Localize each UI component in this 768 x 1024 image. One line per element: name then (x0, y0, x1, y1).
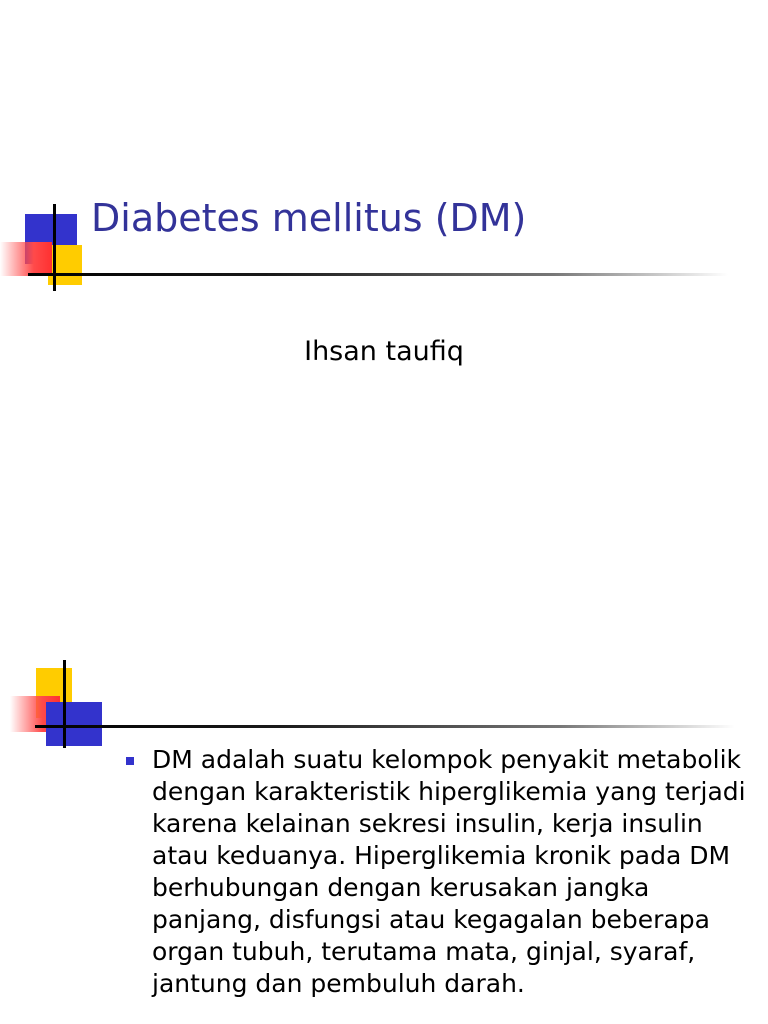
motif-red-square (0, 242, 52, 276)
motif-vertical-line (53, 204, 56, 291)
bullet-list (120, 744, 760, 1000)
content-slide (0, 640, 768, 1024)
slide-subtitle: Ihsan taufiq (304, 336, 464, 367)
bullet-text: DM adalah suatu kelompok penyakit metabolik dengan karakteristik hiperglikemia yang terjadi karena kelainan sekresi insulin, kerja insulin atau keduanya. Hiperglikemia kronik pada DM berhubungan dengan kerusakan jangka panjang, disfungsi atau kegagalan beberapa organ tubuh, terutama mata, ginjal, syaraf, jantung dan pembuluh darah. (152, 745, 746, 998)
corner-motif (0, 200, 100, 295)
content-rule (35, 725, 735, 728)
slide-title: Diabetes mellitus (DM) (91, 196, 527, 240)
square-bullet-icon (126, 757, 134, 765)
motif-vertical-line (63, 660, 66, 748)
title-rule (28, 273, 728, 276)
motif-blue-square (46, 702, 102, 746)
bullet-item (120, 744, 760, 1000)
corner-motif (0, 660, 110, 750)
